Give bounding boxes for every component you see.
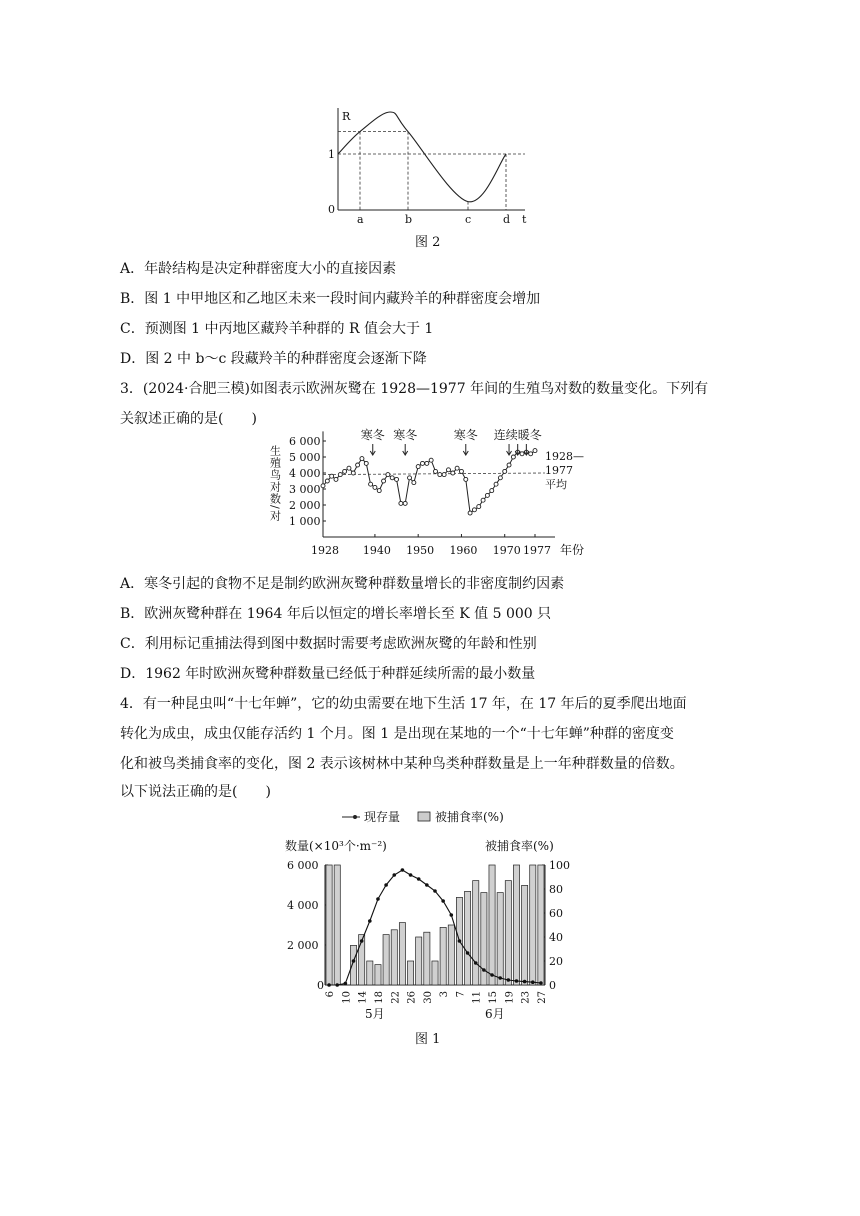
data-point <box>390 476 394 480</box>
stock-point <box>531 980 535 984</box>
figure1-caption: 图 1 <box>415 1032 441 1047</box>
data-point <box>369 482 373 486</box>
data-point <box>416 465 420 469</box>
figure-grey-heron <box>265 425 605 565</box>
stock-point <box>523 980 527 984</box>
heron-chart <box>265 425 605 565</box>
data-point <box>373 485 377 489</box>
y-tick-label: 1 000 <box>289 515 321 528</box>
stock-point <box>515 979 519 983</box>
stock-point <box>474 961 478 965</box>
stock-point <box>458 939 462 943</box>
stock-point <box>335 983 339 987</box>
predation-bar <box>424 932 430 985</box>
y-tick-label: 6 000 <box>289 435 321 448</box>
data-point <box>477 505 481 509</box>
q3-option-b <box>120 603 760 623</box>
y-left-label: 数量(×10³个·m⁻²) <box>285 839 387 853</box>
predation-bar <box>375 965 381 985</box>
data-point <box>382 479 386 483</box>
predation-bar <box>383 935 389 985</box>
x-marker-a: a <box>357 213 364 226</box>
stock-point <box>376 897 380 901</box>
y-right-tick-label: 60 <box>549 907 563 920</box>
stock-point <box>490 973 494 977</box>
month-label-june: 6月 <box>485 1007 505 1021</box>
x-tick-label: 1970 <box>492 544 521 557</box>
y-right-tick-label: 80 <box>549 883 563 896</box>
data-point <box>494 482 498 486</box>
predation-bar <box>416 937 422 985</box>
data-point <box>343 469 347 473</box>
data-point <box>472 508 476 512</box>
predation-bar <box>448 925 454 985</box>
predation-bar <box>530 865 536 985</box>
x-tick-label: 1950 <box>406 544 435 557</box>
y-tick-1: 1 <box>328 148 335 161</box>
legend-dot-swatch <box>353 815 357 819</box>
y-axis-label: 生殖鸟对数/对 <box>268 445 282 522</box>
data-point <box>395 477 399 481</box>
predation-bar <box>326 865 332 985</box>
x-tick-label: 1940 <box>362 544 391 557</box>
q4-stem-line3: 化和被鸟类捕食率的变化，图 2 表示该树林中某种鸟类种群数量是上一年种群数量的倍数。 <box>120 756 684 772</box>
x-tick-label: 26 <box>406 991 418 1004</box>
data-point <box>438 473 442 477</box>
y-left-tick-label: 0 <box>317 979 324 992</box>
data-point <box>403 501 407 505</box>
y-tick-0: 0 <box>328 203 335 216</box>
y-right-tick-label: 40 <box>549 931 563 944</box>
predation-bar <box>538 865 544 985</box>
legend-bar-swatch <box>418 812 430 821</box>
stock-point <box>384 883 388 887</box>
data-point <box>364 461 368 465</box>
x-tick-label: 3 <box>439 991 451 998</box>
stock-point <box>352 959 356 963</box>
x-tick-label: 1977 <box>523 544 551 557</box>
data-point <box>408 476 412 480</box>
y-right-tick-label: 100 <box>549 859 570 872</box>
y-tick-label: 4 000 <box>289 467 321 480</box>
data-point <box>377 489 381 493</box>
data-point <box>511 455 515 459</box>
q3-stem-line1: 3．(2024·合肥三模)如图表示欧洲灰鹭在 1928—1977 年间的生殖鸟对数的数量变化。下列有 <box>120 381 709 397</box>
legend-label-stock: 现存量 <box>364 810 401 824</box>
stock-point <box>433 889 437 893</box>
annotation-label: 寒冬 <box>393 428 418 442</box>
stock-point <box>417 877 421 881</box>
y-tick-label: 2 000 <box>289 499 321 512</box>
annotation-label: 寒冬 <box>360 428 385 442</box>
cicada-chart <box>280 805 580 1025</box>
stock-point <box>401 868 405 872</box>
figure-r-curve <box>320 100 540 235</box>
q2-option-d: D．图 2 中 b～c 段藏羚羊的种群密度会逐渐下降 <box>120 351 427 367</box>
stock-point <box>360 939 364 943</box>
data-point <box>330 474 334 478</box>
data-point <box>533 449 537 453</box>
predation-bar <box>473 881 479 985</box>
x-marker-b: b <box>405 213 413 226</box>
x-tick-label: 22 <box>390 991 402 1004</box>
x-axis-label: 年份 <box>560 543 585 557</box>
stock-point <box>539 981 543 985</box>
q2-option-c: C．预测图 1 中丙地区藏羚羊种群的 R 值会大于 1 <box>120 321 434 337</box>
x-tick-label: 14 <box>357 991 369 1004</box>
y-left-tick-label: 6 000 <box>287 859 319 872</box>
average-label: 平均 <box>545 478 567 492</box>
data-point <box>421 461 425 465</box>
predation-bar <box>399 923 405 985</box>
stock-point <box>392 873 396 877</box>
y-tick-label: 5 000 <box>289 451 321 464</box>
data-point <box>429 458 433 462</box>
average-label: 1977 <box>545 464 573 478</box>
figure2-caption: 图 2 <box>415 235 441 250</box>
y-left-tick-label: 2 000 <box>287 939 319 952</box>
legend-label-predation: 被捕食率(%) <box>435 810 504 824</box>
x-tick-label: 23 <box>520 991 532 1004</box>
predation-bar <box>350 945 356 985</box>
data-point <box>503 469 507 473</box>
x-tick-label: 18 <box>373 991 385 1004</box>
stock-point <box>344 982 348 986</box>
predation-bar <box>407 961 413 985</box>
x-tick-label: 19 <box>504 991 516 1004</box>
stock-point <box>482 968 486 972</box>
stock-point <box>449 913 453 917</box>
predation-bar <box>505 881 511 985</box>
data-point <box>459 469 463 473</box>
predation-bar <box>513 865 519 985</box>
data-point <box>321 484 325 488</box>
data-point <box>485 493 489 497</box>
data-point <box>360 457 364 461</box>
y-right-tick-label: 20 <box>549 955 563 968</box>
x-marker-c: c <box>465 213 472 226</box>
data-point <box>446 468 450 472</box>
data-point <box>425 461 429 465</box>
data-point <box>325 479 329 483</box>
q4-stem-line4: 以下说法正确的是( ) <box>120 784 271 800</box>
data-point <box>468 511 472 515</box>
data-point <box>334 477 338 481</box>
data-point <box>520 452 524 456</box>
x-marker-d: d <box>503 213 511 226</box>
stock-point <box>466 951 470 955</box>
data-point <box>455 466 459 470</box>
q4-stem-line1: 4．有一种昆虫叫“十七年蝉”，它的幼虫需要在地下生活 17 年，在 17 年后的夏季爬出地面 <box>120 696 687 712</box>
x-tick-label: 7 <box>455 991 467 998</box>
q3-option-d: D．1962 年时欧洲灰鹭种群数量已经低于种群延续所需的最小数量 <box>120 666 536 682</box>
stock-point <box>409 873 413 877</box>
data-point <box>433 469 437 473</box>
stock-point <box>441 899 445 903</box>
x-axis-label: t <box>522 213 527 226</box>
data-point <box>481 498 485 502</box>
figure-cicada <box>280 805 580 1025</box>
predation-bar <box>522 885 528 985</box>
annotation-label: 连续暖冬 <box>493 428 542 442</box>
predation-bar <box>432 961 438 985</box>
q3-option-c: C．利用标记重捕法得到图中数据时需要考虑欧洲灰鹭的年龄和性别 <box>120 636 537 652</box>
y-right-tick-label: 0 <box>549 979 556 992</box>
data-point <box>529 452 533 456</box>
data-point <box>399 501 403 505</box>
x-tick-label: 27 <box>536 991 548 1004</box>
stock-point <box>368 919 372 923</box>
x-tick-label: 1928 <box>311 544 339 557</box>
stock-point <box>425 883 429 887</box>
data-point <box>490 489 494 493</box>
x-tick-label: 11 <box>471 991 483 1004</box>
q3-stem-line2: 关叙述正确的是( ) <box>120 411 257 427</box>
data-point <box>507 463 511 467</box>
data-point <box>356 463 360 467</box>
annotation-label: 寒冬 <box>453 428 478 442</box>
stock-point <box>327 983 331 987</box>
predation-bar <box>497 893 503 985</box>
y-right-label: 被捕食率(%) <box>485 839 554 853</box>
y-axis-label: R <box>342 110 351 123</box>
y-tick-label: 3 000 <box>289 483 321 496</box>
data-point <box>442 473 446 477</box>
data-point <box>351 471 355 475</box>
stock-point <box>498 976 502 980</box>
data-point <box>347 466 351 470</box>
r-curve-line <box>338 112 506 202</box>
stock-point <box>507 978 511 982</box>
q4-stem-line2: 转化为成虫，成虫仅能存活约 1 个月。图 1 是出现在某地的一个“十七年蝉”种群的密度变 <box>120 726 674 742</box>
predation-bar <box>334 865 340 985</box>
y-left-tick-label: 4 000 <box>287 899 319 912</box>
predation-bar <box>489 865 495 985</box>
x-tick-label: 30 <box>422 991 434 1004</box>
data-point <box>451 471 455 475</box>
predation-bar <box>440 927 446 985</box>
data-point <box>464 477 468 481</box>
data-point <box>386 473 390 477</box>
q2-option-a: A．年龄结构是决定种群密度大小的直接因素 <box>120 261 397 277</box>
data-point <box>412 481 416 485</box>
q3-option-b-text: B．欧洲灰鹭种群在 1964 年后以恒定的增长率增长至 K 值 5 000 只 <box>120 606 552 622</box>
data-point <box>338 473 342 477</box>
q3-option-a: A．寒冬引起的食物不足是制约欧洲灰鹭种群数量增长的非密度制约因素 <box>120 576 565 592</box>
average-label: 1928— <box>545 450 584 464</box>
month-label-may: 5月 <box>365 1007 385 1021</box>
data-point <box>498 476 502 480</box>
predation-bar <box>391 930 397 985</box>
r-curve-chart <box>320 100 540 235</box>
x-tick-label: 6 <box>325 991 337 998</box>
x-tick-label: 10 <box>341 991 353 1004</box>
predation-bar <box>465 891 471 985</box>
x-tick-label: 1960 <box>449 544 478 557</box>
q2-option-b: B．图 1 中甲地区和乙地区未来一段时间内藏羚羊的种群密度会增加 <box>120 291 541 307</box>
x-tick-label: 15 <box>488 991 500 1004</box>
predation-bar <box>367 961 373 985</box>
